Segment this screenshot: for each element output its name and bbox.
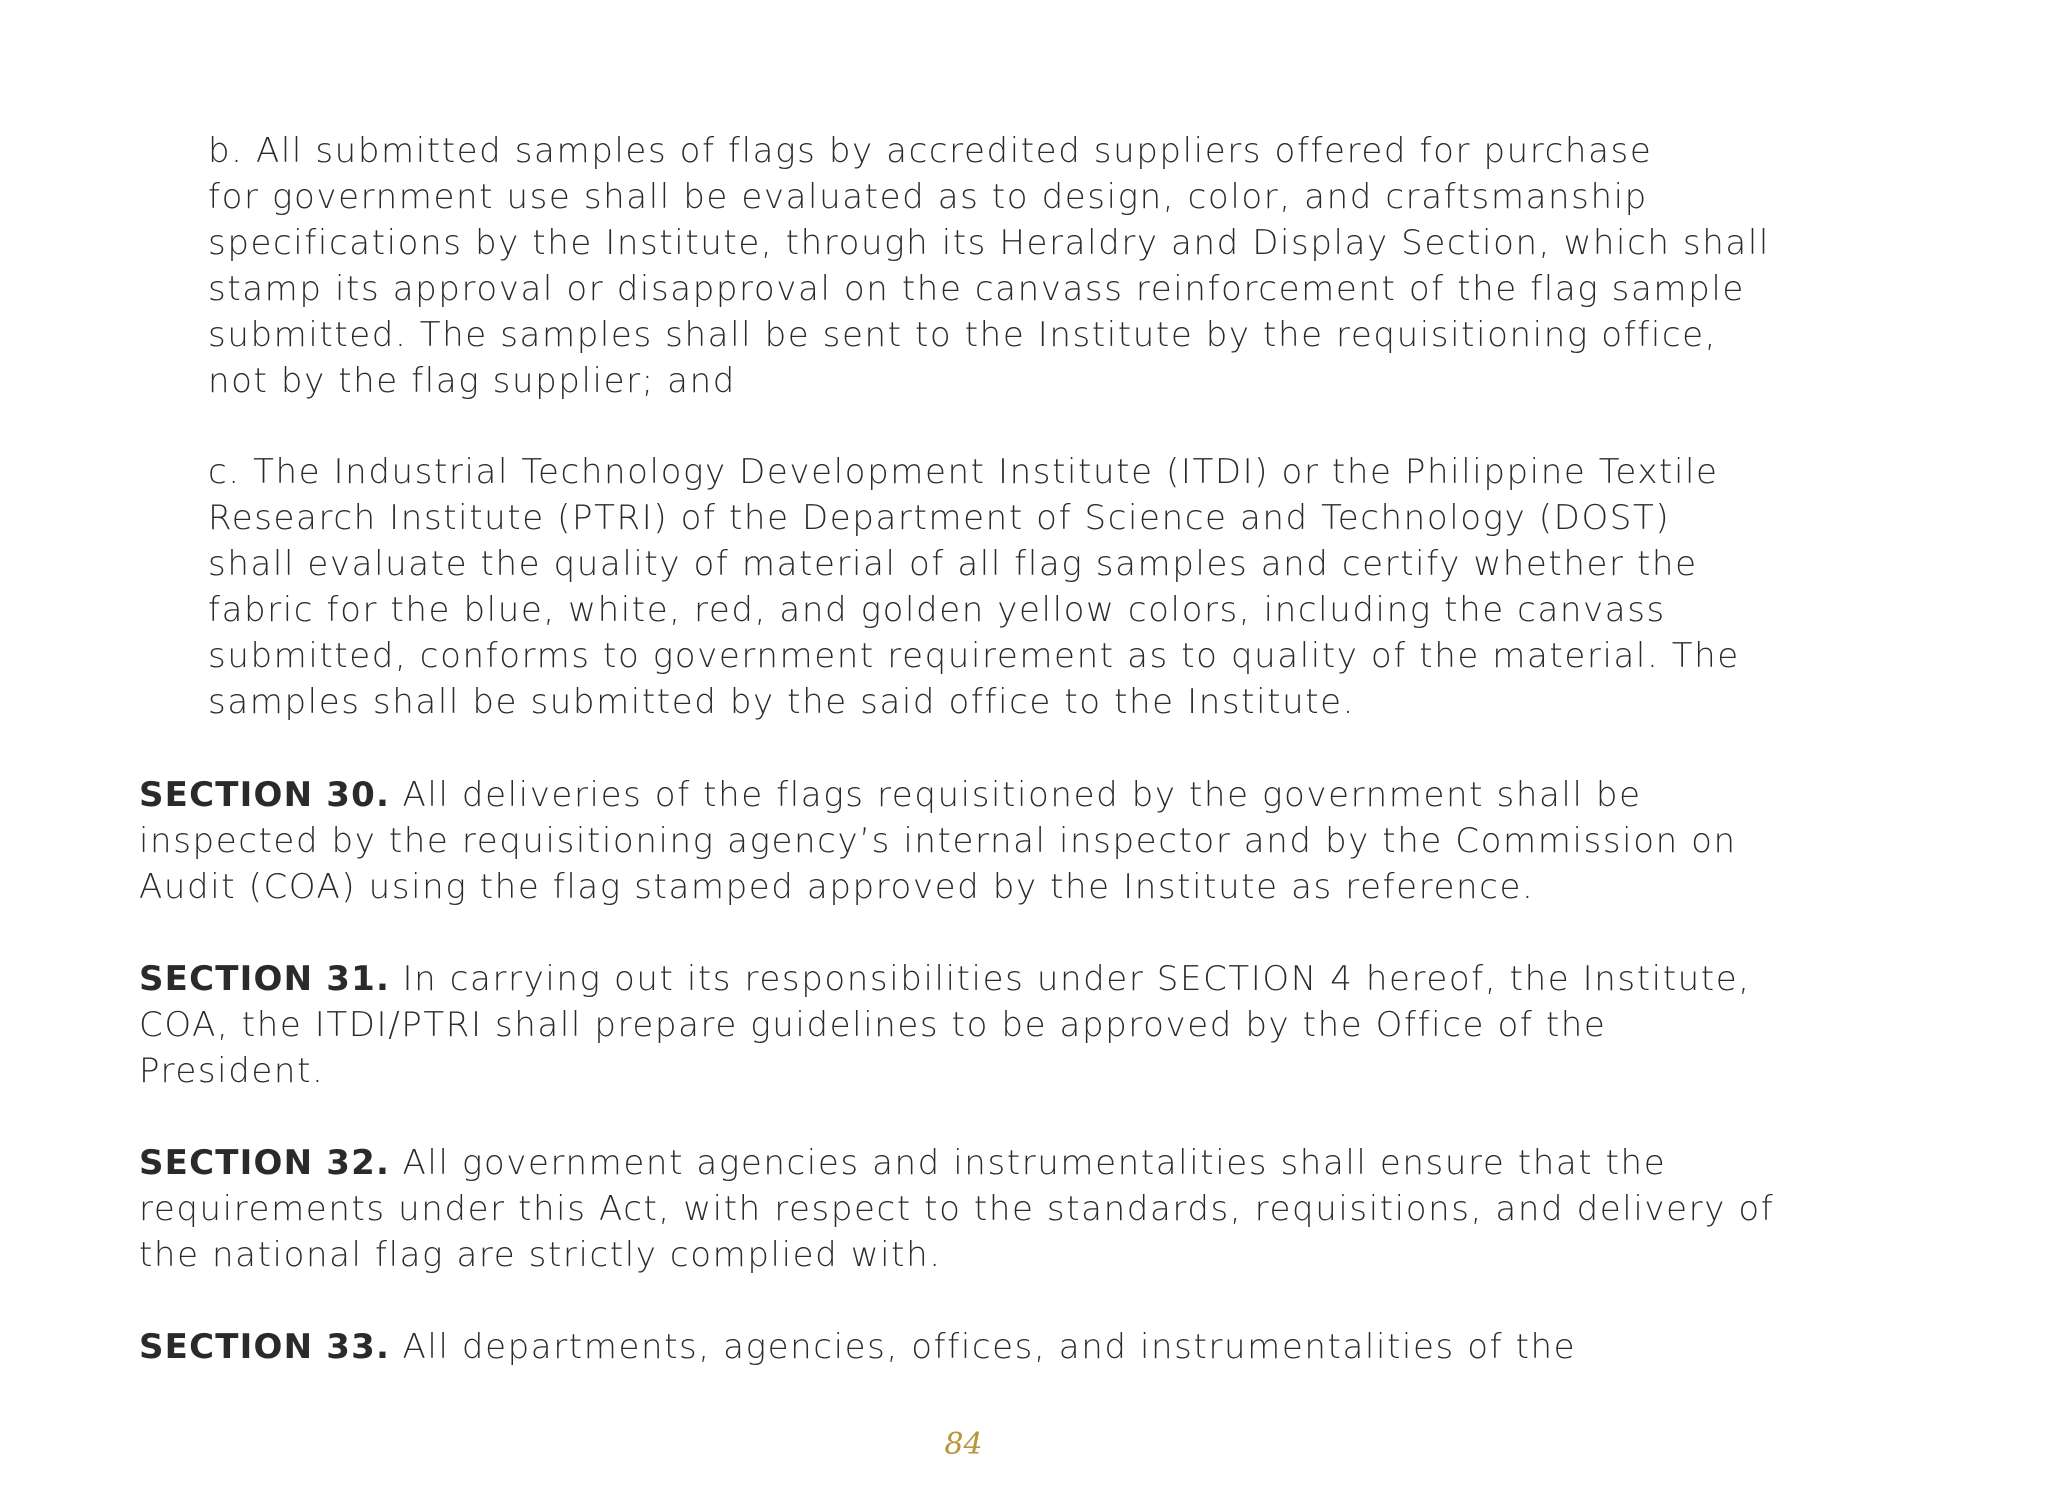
paragraph-b-line: stamp its approval or disapproval on the canvass reinforcement of the flag sample	[208, 269, 1745, 309]
paragraph-c-line: c. The Industrial Technology Development Institute (ITDI) or the Philippine Textile	[208, 452, 1719, 492]
section-31-line: President.	[139, 1051, 325, 1091]
section-31-text: In carrying out its responsibilities under SECTION 4 hereof, the Institute,	[390, 959, 1751, 999]
section-33-label: SECTION 33.	[139, 1327, 391, 1367]
paragraph-c-line: samples shall be submitted by the said office to the Institute.	[208, 682, 1356, 722]
section-33	[139, 1324, 1576, 1370]
paragraph-c	[208, 449, 1740, 725]
section-32-label: SECTION 32.	[139, 1143, 391, 1183]
page-number: 84	[944, 1427, 983, 1462]
section-33-text: All departments, agencies, offices, and instrumentalities of the	[390, 1327, 1577, 1367]
paragraph-b-line: for government use shall be evaluated as to design, color, and craftsmanship	[208, 177, 1648, 217]
section-30-label: SECTION 30.	[139, 775, 391, 815]
paragraph-b	[208, 128, 1770, 404]
section-30	[139, 772, 1737, 910]
section-30-line: Audit (COA) using the flag stamped approved by the Institute as reference.	[139, 867, 1535, 907]
paragraph-c-line: submitted, conforms to government requirement as to quality of the material. The	[208, 636, 1740, 676]
section-32-line: requirements under this Act, with respect to the standards, requisitions, and delivery of	[139, 1189, 1775, 1229]
paragraph-c-line: Research Institute (PTRI) of the Department of Science and Technology (DOST)	[208, 498, 1671, 538]
paragraph-c-line: fabric for the blue, white, red, and golden yellow colors, including the canvass	[208, 590, 1666, 630]
section-31-label: SECTION 31.	[139, 959, 391, 999]
section-31-line: COA, the ITDI/PTRI shall prepare guidelines to be approved by the Office of the	[139, 1005, 1607, 1045]
paragraph-b-line: submitted. The samples shall be sent to the Institute by the requisitioning office,	[208, 315, 1718, 355]
paragraph-b-line: not by the flag supplier; and	[208, 361, 736, 401]
section-30-text: All deliveries of the flags requisitioned by the government shall be	[390, 775, 1642, 815]
section-30-line: inspected by the requisitioning agency’s internal inspector and by the Commission on	[139, 821, 1737, 861]
paragraph-b-line: specifications by the Institute, through its Heraldry and Display Section, which shall	[208, 223, 1770, 263]
section-32-line: the national flag are strictly complied with.	[139, 1235, 942, 1275]
paragraph-b-line: b. All submitted samples of flags by accredited suppliers offered for purchase	[208, 131, 1653, 171]
section-31	[139, 956, 1751, 1094]
section-32	[139, 1140, 1774, 1278]
section-32-text: All government agencies and instrumentalities shall ensure that the	[390, 1143, 1667, 1183]
paragraph-c-line: shall evaluate the quality of material of all flag samples and certify whether the	[208, 544, 1698, 584]
